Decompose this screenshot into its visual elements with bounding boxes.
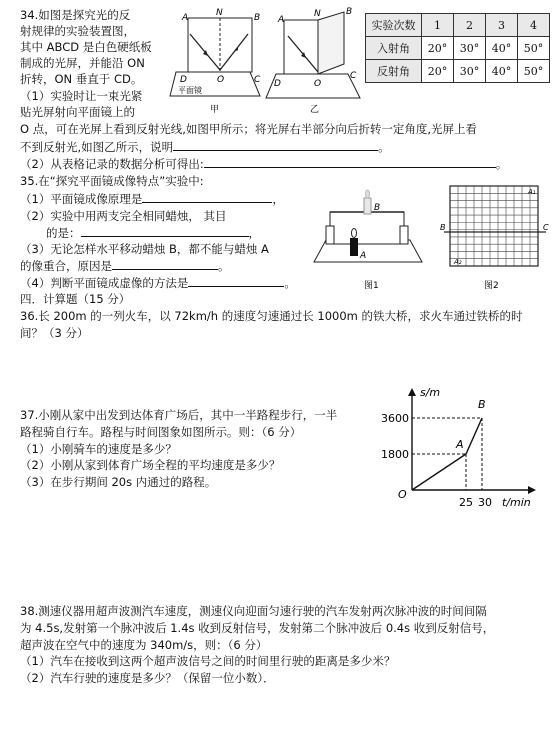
q35-p3b-text: 的像重合，原因是 (20, 259, 112, 273)
label-A1: A₁ (528, 188, 536, 196)
caption-fig2: 图2 (484, 281, 499, 291)
q34-p2-end: 。 (495, 157, 508, 171)
q34-intro-line: 贴光屏射向平面镜上的 (20, 105, 135, 119)
label-A: A (360, 251, 367, 261)
q38-line3: 超声波在空气中的速度为 340m/s，则：（6 分） (20, 638, 268, 652)
table-header-cell: 实验次数 (366, 14, 422, 37)
q34-figure (168, 4, 368, 116)
label-D: D (274, 79, 281, 89)
q37-q3: （3）在步行期间 20s 内通过的路程。 (20, 475, 217, 489)
q37-q2: （2）小刚从家到体育广场全程的平均速度是多少？ (20, 458, 281, 472)
q34-data-table (365, 13, 550, 83)
table-cell: 20° (422, 60, 454, 83)
section-heading: 四．计算题（15 分） (20, 292, 131, 306)
q35-p3a: （3）无论怎样水平移动蜡烛 B，都不能与蜡烛 A (20, 242, 269, 256)
table-cell: 50° (518, 60, 550, 83)
y-axis-label: s/m (420, 386, 441, 399)
label-B: B (440, 223, 446, 232)
table-header-cell: 1 (422, 14, 454, 37)
label-O: O (314, 79, 322, 89)
q34-p1-line2: O 点，可在光屏上看到反射光线,如图甲所示；将光屏右半部分向后折转一定角度,光屏上看 (20, 122, 478, 136)
x-axis-label: t/min (502, 496, 531, 509)
q36-line1: 36.长 200m 的一列火车，以 72km/h 的速度匀速通过长 1000m 的铁大桥，求火车通过铁桥的时 (20, 309, 523, 323)
caption-yi: 乙 (310, 105, 320, 115)
q35-figure1 (312, 182, 424, 294)
q35-p1-text: （1）平面镜成像原理是 (20, 192, 143, 206)
table-cell: 30° (454, 60, 486, 83)
label-O: O (217, 75, 225, 85)
q37-line2: 路程骑自行车。路程与时间图象如图所示。则：（6 分） (20, 425, 302, 439)
y-tick-label: 1800 (381, 448, 409, 461)
q35-p3b (20, 258, 230, 274)
q37-graph (378, 386, 546, 510)
q34-intro-line: 其中 ABCD 是白色硬纸板 (20, 40, 152, 54)
table-row (366, 37, 550, 60)
table-header-row (366, 14, 550, 37)
q35-title: 35.在“探究平面镜成像特点”实验中: (20, 174, 204, 188)
label-C: C (350, 71, 357, 81)
q36-line2: 间？（3 分） (20, 326, 89, 340)
table-header-cell: 4 (518, 14, 550, 37)
q34-intro-line: 制成的光屏，并能沿 ON (20, 56, 145, 70)
label-mirror: 平面镜 (178, 86, 202, 95)
y-tick-label: 3600 (381, 412, 409, 425)
q35-p4-end: 。 (284, 276, 296, 290)
q38-q2: （2）汽车行驶的速度是多少？（保留一位小数）． (20, 671, 275, 685)
q38-line2: 为 4.5s,发射第一个脉冲波后 1.4s 收到反射信号，发射第二个脉冲波后 0.4s 收到反射信号， (20, 621, 495, 635)
label-A: A (182, 13, 189, 23)
answer-blank[interactable] (173, 139, 378, 151)
table-header-cell: 3 (486, 14, 518, 37)
table-row (366, 60, 550, 83)
label-B: B (254, 13, 261, 23)
fig-yi (266, 7, 360, 115)
answer-blank[interactable] (188, 275, 284, 287)
point-A-label: A (456, 438, 464, 451)
q35-p2b (46, 225, 260, 241)
answer-blank[interactable] (81, 225, 249, 237)
table-row-label: 入射角 (366, 37, 422, 60)
answer-blank[interactable] (204, 156, 496, 168)
q34-intro-line: 34.如图是探究光的反 (20, 8, 131, 22)
q37-line1: 37.小刚从家中出发到达体育广场后，其中一半路程步行，一半 (20, 408, 338, 422)
q35-p4 (20, 275, 296, 291)
x-tick-label: 30 (478, 496, 492, 509)
table-row-label: 反射角 (366, 60, 422, 83)
q34-p1-text: 不到反射光,如图乙所示，说明 (20, 140, 174, 154)
q37-q1: （1）小刚骑车的速度是多少？ (20, 442, 177, 456)
q34-intro-line: （1）实验时让一束光紧 (20, 89, 143, 103)
table-cell: 40° (486, 60, 518, 83)
caption-fig1: 图1 (364, 281, 379, 291)
q35-p1-end: ， (272, 192, 284, 206)
label-N: N (314, 9, 321, 19)
answer-blank[interactable] (142, 191, 272, 203)
label-D: D (180, 75, 187, 85)
label-B: B (374, 203, 381, 213)
table-cell: 40° (486, 37, 518, 60)
q34-p2-text: （2）从表格记录的数据分析可得出: (20, 157, 204, 171)
q35-p2a: （2）实验中用两支完全相同蜡烛， 其目 (20, 209, 227, 223)
label-C: C (254, 75, 261, 85)
q35-p3b-end: 。 (218, 259, 230, 273)
q34-p2 (20, 156, 507, 172)
label-N: N (216, 8, 223, 18)
q35-p1 (20, 191, 284, 207)
fig-jia (170, 8, 261, 115)
table-header-cell: 2 (454, 14, 486, 37)
table-cell: 50° (518, 37, 550, 60)
q34-intro-line: 折转，ON 垂直于 CD。 (20, 72, 143, 86)
q35-p4-text: （4）判断平面镜成虚像的方法是 (20, 276, 189, 290)
q34-intro-line: 射规律的实验装置图， (20, 24, 135, 38)
q34-p1-line3 (20, 139, 390, 155)
point-B-label: B (478, 398, 486, 411)
q35-p2b-end: ， (248, 226, 260, 240)
label-B: B (346, 7, 353, 17)
x-tick-label: 25 (459, 496, 473, 509)
answer-blank[interactable] (112, 258, 218, 270)
q35-figure2 (440, 182, 552, 294)
caption-jia: 甲 (210, 105, 220, 115)
table-cell: 30° (454, 37, 486, 60)
q34-p1-end: 。 (378, 140, 390, 154)
q35-p2b-text: 的是： (46, 226, 81, 240)
q38-line1: 38.测速仪器用超声波测汽车速度，测速仪向迎面匀速行驶的汽车发射两次脉冲波的时间间隔 (20, 604, 487, 618)
label-C: C (543, 223, 549, 232)
q38-q1: （1）汽车在接收到这两个超声波信号之间的时间里行驶的距离是多少米？ (20, 654, 396, 668)
table-cell: 20° (422, 37, 454, 60)
label-A2: A₂ (454, 258, 462, 266)
label-A: A (278, 15, 285, 25)
origin-label: O (398, 488, 407, 501)
